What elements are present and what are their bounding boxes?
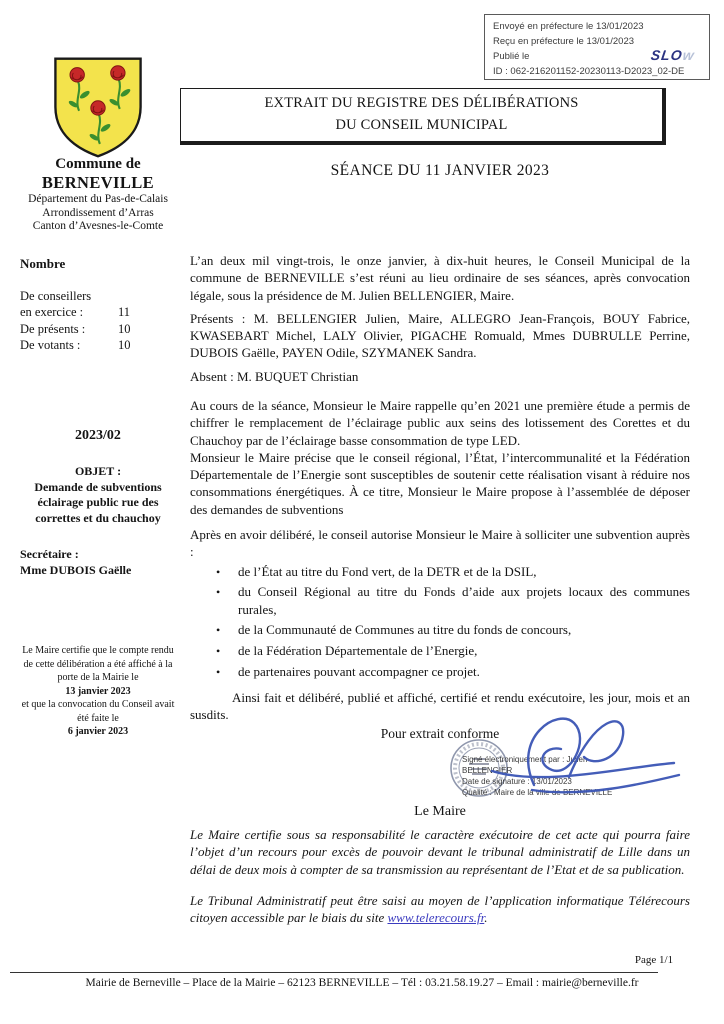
session-heading: SÉANCE DU 11 JANVIER 2023 (330, 162, 550, 179)
le-maire-line: Le Maire (414, 804, 466, 820)
certification-text-1: Le Maire certifie que le compte rendu de cette délibération a été affiché à la porte de la Mairie le (22, 645, 174, 683)
bullet-icon (190, 663, 238, 681)
list-item (190, 583, 690, 618)
list-item-text: de la Communauté de Communes au titre du fonds de concours, (238, 622, 572, 638)
stamp-sent-line: Envoyé en préfecture le 13/01/2023 (493, 21, 644, 32)
list-item-text: du Conseil Régional au titre du Fonds d’aide aux projets locaux des communes rurales, (238, 584, 690, 617)
count-value-exercice: 11 (118, 305, 131, 320)
commune-block (14, 156, 182, 234)
nombre-heading: Nombre (20, 256, 66, 271)
stamp-published-line: Publié le (493, 51, 530, 62)
telerecours-link[interactable]: www.telerecours.fr (387, 910, 485, 926)
stamp-id-line: ID : 062-216201152-20230113-D2023_02-DE (493, 66, 685, 77)
certification-date-1: 13 janvier 2023 (65, 685, 131, 697)
count-row (20, 288, 178, 304)
count-label-presents: De présents : (20, 321, 86, 336)
subvention-list (190, 563, 690, 681)
prefecture-stamp-box (484, 14, 710, 80)
count-label-votants: De votants : (20, 337, 81, 352)
list-item-text: de la Fédération Départementale de l’Energie, (238, 642, 478, 658)
list-item (190, 563, 690, 581)
paragraph-decision: Après en avoir délibéré, le conseil autorise Monsieur le Maire à solliciter une subvention auprès : (190, 526, 690, 560)
objet-text: Demande de subventions éclairage public rue des correttes et du chauchoy (34, 479, 162, 525)
pour-extrait-line: Pour extrait conforme (380, 726, 500, 742)
posting-certification (18, 644, 178, 739)
slow-logo-text: SLO (650, 47, 685, 63)
signature-line-2: BELLENGIER (462, 766, 513, 776)
title-line-2: DU CONSEIL MUNICIPAL (335, 116, 508, 133)
page-number: Page 1/1 (634, 954, 674, 966)
count-row (20, 337, 178, 353)
document-title-box (180, 88, 666, 145)
deliberation-body (190, 252, 690, 926)
departement-line: Département du Pas-de-Calais (28, 193, 168, 205)
bullet-icon (190, 563, 238, 581)
secretaire-block (20, 546, 180, 578)
signature-line-4: Qualité : Maire de la ville de BERNEVILLE (462, 787, 613, 797)
paragraph-context: Au cours de la séance, Monsieur le Maire rappelle qu’en 2021 une première étude a permis de chiffrer le remplacement de l’éclairage public aux seins des lotissement des Corettes et du Chauchoy par de l’éclairage basse consommation de type LED. (190, 397, 690, 448)
objet-heading: OBJET : (74, 464, 122, 478)
bullet-icon (190, 583, 238, 618)
arrondissement-line: Arrondissement d’Arras (42, 206, 154, 219)
list-item (190, 621, 690, 639)
signature-line-1: Signé électroniquement par : Julien (462, 755, 588, 765)
secretaire-label: Secrétaire : (20, 547, 79, 561)
canton-line: Canton d’Avesnes-le-Comte (32, 220, 164, 233)
secretaire-name: Mme DUBOIS Gaëlle (20, 563, 132, 578)
certification-text-2: et que la convocation du Conseil avait été faite le (21, 699, 175, 724)
certification-date-2: 6 janvier 2023 (67, 726, 129, 737)
count-label-conseillers: De conseillers (20, 289, 92, 303)
paragraph-presents: Présents : M. BELLENGIER Julien, Maire, ALLEGRO Jean-François, BOUY Fabrice, KWASEBART Michel, LALY Olivier, PIGACHE Romuald, Mmes DUBRULLE Perrine, DUBOIS Gaëlle, PAYEN Odile, SZYMANEK Sandra. (190, 310, 690, 361)
commune-name: BERNEVILLE (41, 173, 155, 192)
signature-area (190, 743, 690, 803)
slow-platform-logo (650, 47, 696, 63)
list-item-text: de l’État au titre du Fond vert, de la DETR et de la DSIL, (238, 563, 537, 579)
list-item (190, 642, 690, 660)
tribunal-text: Le Tribunal Administratif peut être saisi au moyen de l’application informatique Télérecours citoyen accessible par le biais du site (190, 892, 690, 926)
coat-of-arms-icon (14, 54, 182, 165)
stamp-received-line: Reçu en préfecture le 13/01/2023 (493, 36, 635, 47)
footer-divider (10, 972, 658, 973)
council-counts (20, 288, 178, 353)
bullet-icon (190, 642, 238, 660)
objet-block (14, 464, 182, 526)
list-item (190, 663, 690, 681)
footer-address: Mairie de Berneville – Place de la Mairie – 62123 BERNEVILLE – Tél : 03.21.58.19.27 – Email : mairie@berneville.fr (85, 977, 639, 989)
paragraph-opening: L’an deux mil vingt-trois, le onze janvier, à dix-huit heures, le Conseil Municipal de la commune de BERNEVILLE s’est réuni au lieu ordinaire de ses séances, après convocation légale, sous la présidence de M. Julien BELLENGIER, Maire. (190, 253, 690, 303)
deliberation-number: 2023/02 (75, 428, 121, 443)
count-row (20, 304, 178, 320)
commune-label: Commune de (55, 156, 141, 172)
tribunal-text-end: . (484, 910, 488, 926)
count-value-votants: 10 (118, 337, 131, 352)
title-line-1: EXTRAIT DU REGISTRE DES DÉLIBÉRATIONS (264, 95, 579, 111)
count-row (20, 321, 178, 337)
paragraph-absent: Absent : M. BUQUET Christian (190, 368, 359, 384)
signature-line-3: Date de signature : 13/01/2023 (462, 776, 572, 786)
bullet-icon (190, 621, 238, 639)
handwritten-signature-icon (474, 705, 684, 801)
list-item-text: de partenaires pouvant accompagner ce projet. (238, 663, 480, 679)
paragraph-precision: Monsieur le Maire précise que le conseil régional, l’État, l’intercommunalité et la Fédération Départementale de l’Energie sont susceptibles de soutenir cette réalisation visant à réduire nos consommations énergétiques. À ce titre, Monsieur le Maire propose à l’assemblée de déposer des demandes de subventions (190, 449, 690, 517)
paragraph-closing: Ainsi fait et délibéré, publié et affiché, certifié et rendu exécutoire, les jour, mois et an susdits. (190, 689, 690, 723)
count-value-presents: 10 (118, 321, 131, 336)
berneville-shield-svg (50, 54, 146, 160)
slow-logo-swoosh: w (681, 47, 697, 63)
count-label-exercice: en exercice : (20, 305, 84, 320)
paragraph-tribunal (190, 892, 690, 927)
paragraph-executoire: Le Maire certifie sous sa responsabilité le caractère exécutoire de cet acte qui pourra faire l’objet d’un recours pour excès de pouvoir devant le tribunal administratif de Lille dans un délai de deux mois à compter de sa transmission au représentant de l’Etat et de sa publication. (190, 827, 690, 877)
